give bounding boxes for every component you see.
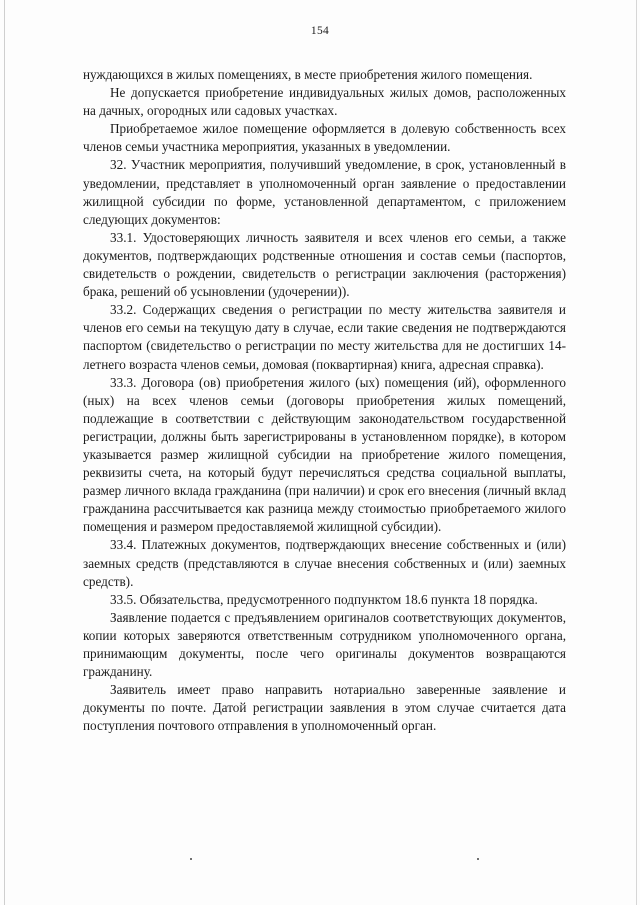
document-body (83, 66, 566, 735)
paragraph-originals: Заявление подается с предъявлением оригиналов соответствующих документов, копии которых заверяются ответственным сотрудником уполномоченного органа, принимающим документы, после чего оригиналы документов возвращаются гражданину. (83, 609, 566, 680)
paragraph-postal-submission: Заявитель имеет право направить нотариально заверенные заявление и документы по почте. Датой регистрации заявления в этом случае считается дата поступления почтового отправления в уполномоченный орган. (83, 682, 566, 734)
paragraph-33-3: 33.3. Договора (ов) приобретения жилого (ых) помещения (ий), оформленного (ных) на всех членов семьи (договоры приобретения жилых помещений, подлежащие в соответствии с действующим законодательством государственной регистрации, должны быть зарегистрированы в установленном порядке), в котором указывается размер жилищной субсидии на приобретение жилого помещения, реквизиты счета, на который будут перечисляться средства социальной выплаты, размер личного вклада гражданина (при наличии) и срок его внесения (личный вклад гражданина рассчитывается как разница между стоимостью приобретаемого жилого помещения и размером предоставляемой жилищной субсидии). (83, 374, 566, 535)
paragraph-33-5: 33.5. Обязательства, предусмотренного подпунктом 18.6 пункта 18 порядка. (110, 591, 538, 607)
paragraph-continuation: нуждающихся в жилых помещениях, в месте приобретения жилого помещения. (83, 67, 533, 82)
paragraph-dacha-restriction: Не допускается приобретение индивидуальных жилых домов, расположенных на дачных, огородных или садовых участках. (83, 85, 566, 119)
paragraph-shared-ownership: Приобретаемое жилое помещение оформляется в долевую собственность всех членов семьи участника мероприятия, указанных в уведомлении. (83, 121, 566, 155)
paragraph-33-4: 33.4. Платежных документов, подтверждающих внесение собственных и (или) заемных средств (представляются в случае внесения собственных и (или) заемных средств). (83, 537, 566, 589)
paragraph-33-2: 33.2. Содержащих сведения о регистрации по месту жительства заявителя и членов его семьи на текущую дату в случае, если такие сведения не подтверждаются паспортом (свидетельство о регистрации по месту жительства для не достигших 14-летнего возраста членов семьи, домовая (поквартирная) книга, адресная справка). (83, 302, 566, 372)
page-number: 154 (310, 25, 330, 37)
paragraph-32: 32. Участник мероприятия, получивший уведомление, в срок, установленный в уведомлении, представляет в уполномоченный орган заявление о предоставлении жилищной субсидии по форме, установленной департаментом, с приложением следующих документов: (83, 157, 566, 227)
paragraph-33-1: 33.1. Удостоверяющих личность заявителя и всех членов его семьи, а также документов, подтверждающих родственные отношения и состав семьи (паспортов, свидетельств о рождении, свидетельств о регистрации заключения (расторжения) брака, решений об усыновлении (удочерении)). (83, 229, 566, 300)
scan-speck (477, 858, 479, 860)
page-edge-right (636, 0, 637, 905)
scan-speck (190, 858, 192, 860)
page-edge-left (4, 0, 5, 905)
